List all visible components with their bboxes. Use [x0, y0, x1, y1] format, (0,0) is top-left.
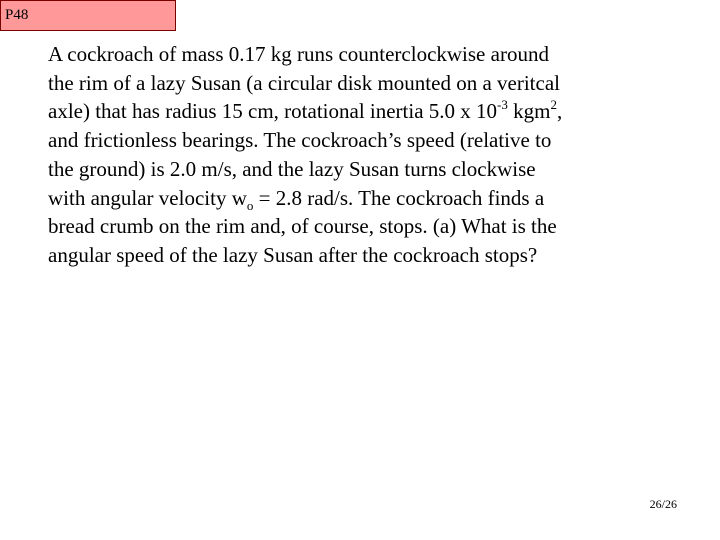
unit-text: kgm — [507, 99, 551, 124]
problem-line-2: the rim of a lazy Susan (a circular disk mounted on a veritcal — [48, 70, 560, 95]
problem-line-5: the ground) is 2.0 m/s, and the lazy Susan turns clockwise — [48, 156, 536, 181]
problem-line-6-rest: = 2.8 rad/s. The cockroach finds a — [253, 185, 545, 210]
comma-text: , — [556, 99, 563, 124]
problem-line-6-text: with angular velocity w — [48, 185, 247, 210]
problem-line-7: bread crumb on the rim and, of course, stops. (a) What is the — [48, 214, 557, 239]
problem-line-8: angular speed of the lazy Susan after the cockroach stops? — [48, 242, 538, 267]
problem-line-3 — [48, 97, 688, 126]
exponent-superscript: -3 — [497, 97, 508, 113]
problem-line-4: and frictionless bearings. The cockroach’s speed (relative to — [48, 128, 552, 153]
problem-line-1: A cockroach of mass 0.17 kg runs counterclockwise around — [48, 42, 549, 66]
squared-superscript: 2 — [550, 97, 557, 113]
problem-line-6 — [48, 184, 688, 213]
problem-statement — [48, 40, 688, 270]
page-number: 26/26 — [649, 497, 677, 511]
omega-subscript: o — [246, 197, 254, 213]
problem-line-3-text: axle) that has radius 15 cm, rotational inertia 5.0 x 10 — [48, 99, 498, 124]
problem-label: P48 — [0, 0, 176, 31]
